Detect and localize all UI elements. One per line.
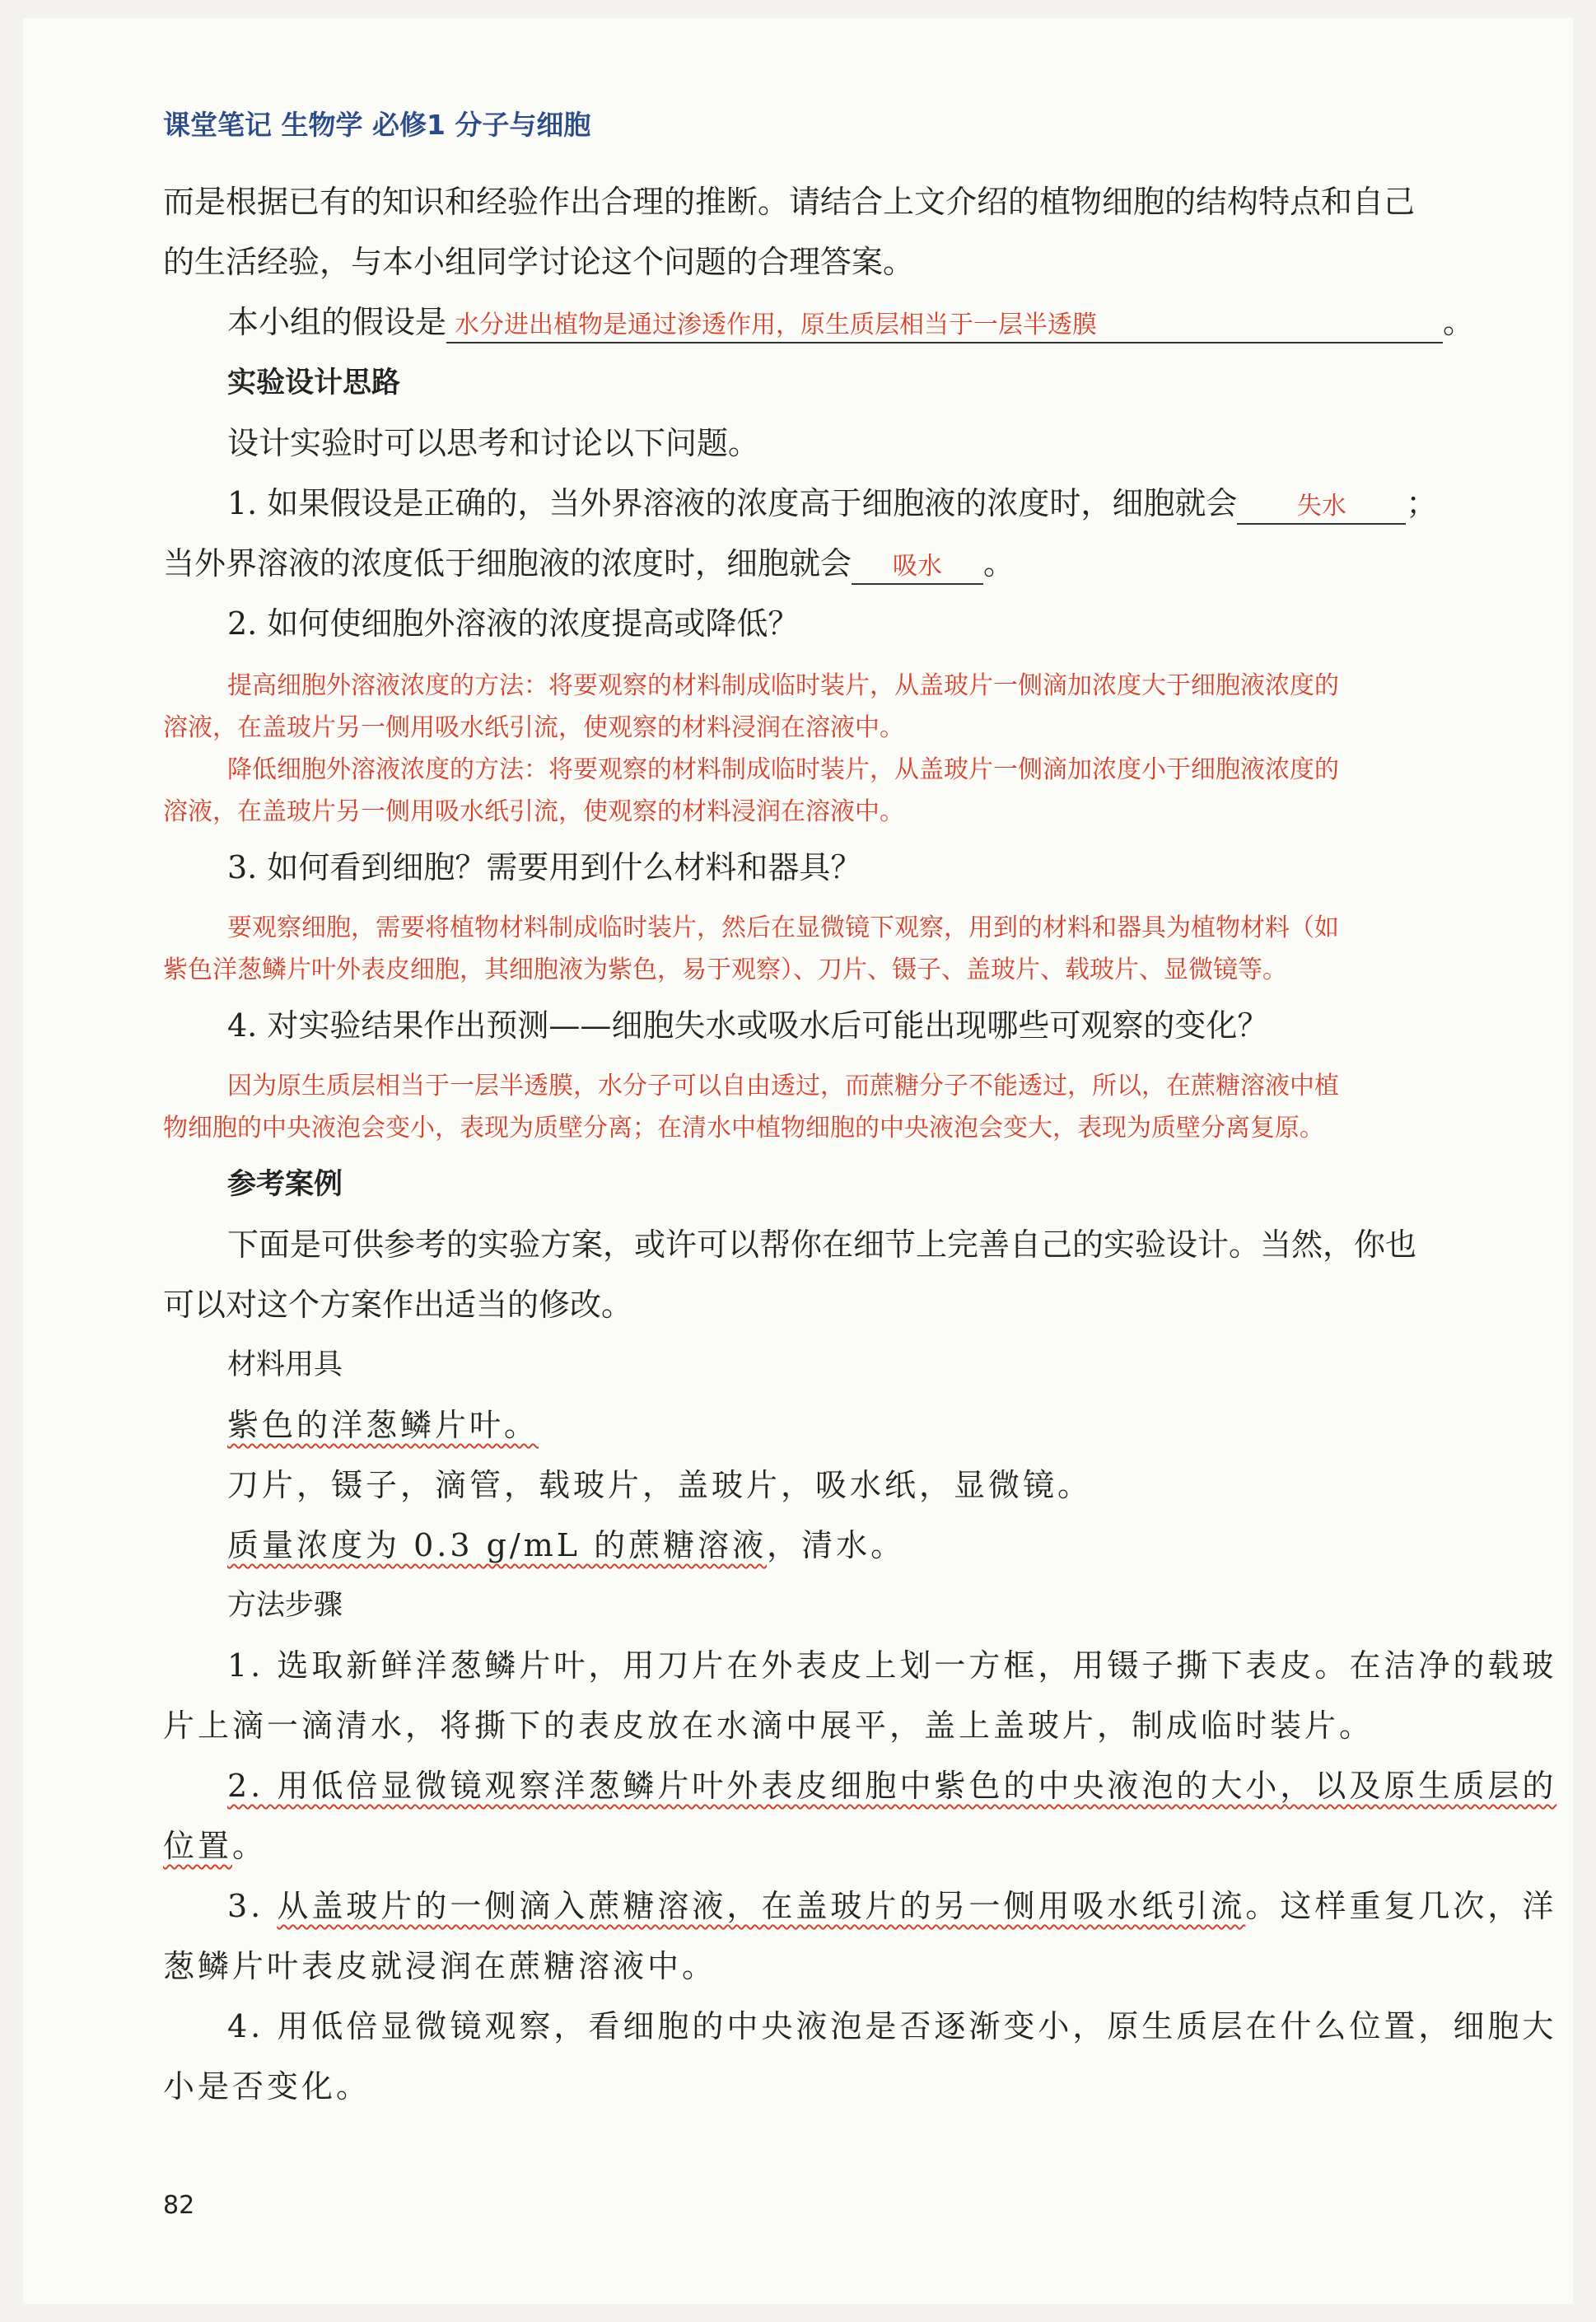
material-solution xyxy=(227,1525,905,1566)
step-3-underlined: 从盖玻片的一侧滴入蔗糖溶液，在盖玻片的另一侧用吸水纸引流 xyxy=(277,1888,1246,1924)
hypothesis-suffix: 。 xyxy=(1443,304,1475,340)
reference-heading: 参考案例 xyxy=(227,1168,343,1201)
question-1-punct-b: 。 xyxy=(983,545,1015,582)
hypothesis-answer: 水分进出植物是通过渗透作用，原生质层相当于一层半透膜 xyxy=(446,309,1443,343)
question-1-line-2 xyxy=(163,543,1015,585)
question-1-text-a: 1. 如果假设是正确的，当外界溶液的浓度高于细胞液的浓度时，细胞就会 xyxy=(227,485,1238,521)
material-onion-text: 紫色的洋葱鳞片叶。 xyxy=(227,1407,539,1443)
step-1-line-1: 1. 选取新鲜洋葱鳞片叶，用刀片在外表皮上划一方框，用镊子撕下表皮。在洁净的载玻 xyxy=(227,1647,1557,1684)
question-3: 3. 如何看到细胞？需要用到什么材料和器具？ xyxy=(227,849,862,885)
answer-3-line-2: 紫色洋葱鳞片叶外表皮细胞，其细胞液为紫色，易于观察）、刀片、镊子、盖玻片、载玻片、显微镜等。 xyxy=(163,955,1287,984)
step-4-line-1: 4. 用低倍显微镜观察，看细胞的中央液泡是否逐渐变小，原生质层在什么位置，细胞大 xyxy=(227,2008,1557,2044)
intro-line-1: 而是根据已有的知识和经验作出合理的推断。请结合上文介绍的植物细胞的结构特点和自己 xyxy=(163,184,1416,220)
answer-2-raise-line-2: 溶液，在盖玻片另一侧用吸水纸引流，使观察的材料浸润在溶液中。 xyxy=(163,713,904,742)
textbook-page xyxy=(23,18,1573,2304)
reference-line-1: 下面是可供参考的实验方案，或许可以帮你在细节上完善自己的实验设计。当然，你也 xyxy=(227,1226,1417,1263)
materials-heading: 材料用具 xyxy=(227,1348,343,1381)
step-1-line-2: 片上滴一滴清水，将撕下的表皮放在水滴中展平，盖上盖玻片，制成临时装片。 xyxy=(163,1708,1374,1744)
answer-2-raise-line-1: 提高细胞外溶液浓度的方法：将要观察的材料制成临时装片，从盖玻片一侧滴加浓度大于细胞液浓度的 xyxy=(227,671,1339,700)
answer-absorb-water: 吸水 xyxy=(852,550,983,585)
steps-heading: 方法步骤 xyxy=(227,1589,343,1622)
hypothesis-prefix: 本小组的假设是 xyxy=(227,304,447,340)
hypothesis-line xyxy=(227,301,1474,343)
step-2-line-1 xyxy=(227,1765,1556,1806)
step-4-line-2: 小是否变化。 xyxy=(163,2068,371,2105)
step-3-rest: 。这样重复几次，洋 xyxy=(1245,1888,1557,1924)
answer-4-line-2: 物细胞的中央液泡会变小，表现为质壁分离；在清水中植物细胞的中央液泡会变大，表现为质壁分离复原。 xyxy=(163,1114,1324,1142)
step-3-num: 3. xyxy=(227,1888,278,1924)
question-4: 4. 对实验结果作出预测——细胞失水或吸水后可能出现哪些可观察的变化？ xyxy=(227,1007,1269,1044)
step-2-underlined: 2. 用低倍显微镜观察洋葱鳞片叶外表皮细胞中紫色的中央液泡的大小，以及原生质层的 xyxy=(227,1768,1557,1804)
material-water: ，清水。 xyxy=(767,1527,906,1563)
design-heading: 实验设计思路 xyxy=(227,367,401,399)
question-1-punct-a: ； xyxy=(1406,485,1438,521)
intro-line-2: 的生活经验，与本小组同学讨论这个问题的合理答案。 xyxy=(163,244,915,280)
step-3-line-1 xyxy=(227,1885,1556,1927)
answer-2-lower-line-1: 降低细胞外溶液浓度的方法：将要观察的材料制成临时装片，从盖玻片一侧滴加浓度小于细胞液浓度的 xyxy=(227,755,1339,784)
running-header: 课堂笔记 生物学 必修1 分子与细胞 xyxy=(163,109,591,141)
step-2-line-2 xyxy=(163,1825,267,1866)
reference-line-2: 可以对这个方案作出适当的修改。 xyxy=(163,1287,633,1323)
question-1-text-b: 当外界溶液的浓度低于细胞液的浓度时，细胞就会 xyxy=(163,545,852,582)
page-number: 82 xyxy=(163,2191,195,2220)
answer-4-line-1: 因为原生质层相当于一层半透膜，水分子可以自由透过，而蔗糖分子不能透过，所以，在蔗糖溶液中植 xyxy=(227,1072,1339,1100)
step-2-end: 。 xyxy=(232,1828,268,1864)
question-2: 2. 如何使细胞外溶液的浓度提高或降低？ xyxy=(227,605,800,642)
material-sucrose: 质量浓度为 0.3 g/mL 的蔗糖溶液 xyxy=(227,1527,768,1563)
question-1-line-1 xyxy=(227,483,1437,525)
answer-3-line-1: 要观察细胞，需要将植物材料制成临时装片，然后在显微镜下观察，用到的材料和器具为植物材料（如 xyxy=(227,913,1339,942)
answer-lose-water: 失水 xyxy=(1237,490,1406,525)
material-onion xyxy=(227,1404,539,1446)
answer-2-lower-line-2: 溶液，在盖玻片另一侧用吸水纸引流，使观察的材料浸润在溶液中。 xyxy=(163,797,904,826)
material-tools: 刀片，镊子，滴管，载玻片，盖玻片，吸水纸，显微镜。 xyxy=(227,1467,1093,1503)
design-lead: 设计实验时可以思考和讨论以下问题。 xyxy=(227,425,760,461)
step-2-position: 位置 xyxy=(163,1828,233,1864)
step-3-line-2: 葱鳞片叶表皮就浸润在蔗糖溶液中。 xyxy=(163,1948,717,1984)
